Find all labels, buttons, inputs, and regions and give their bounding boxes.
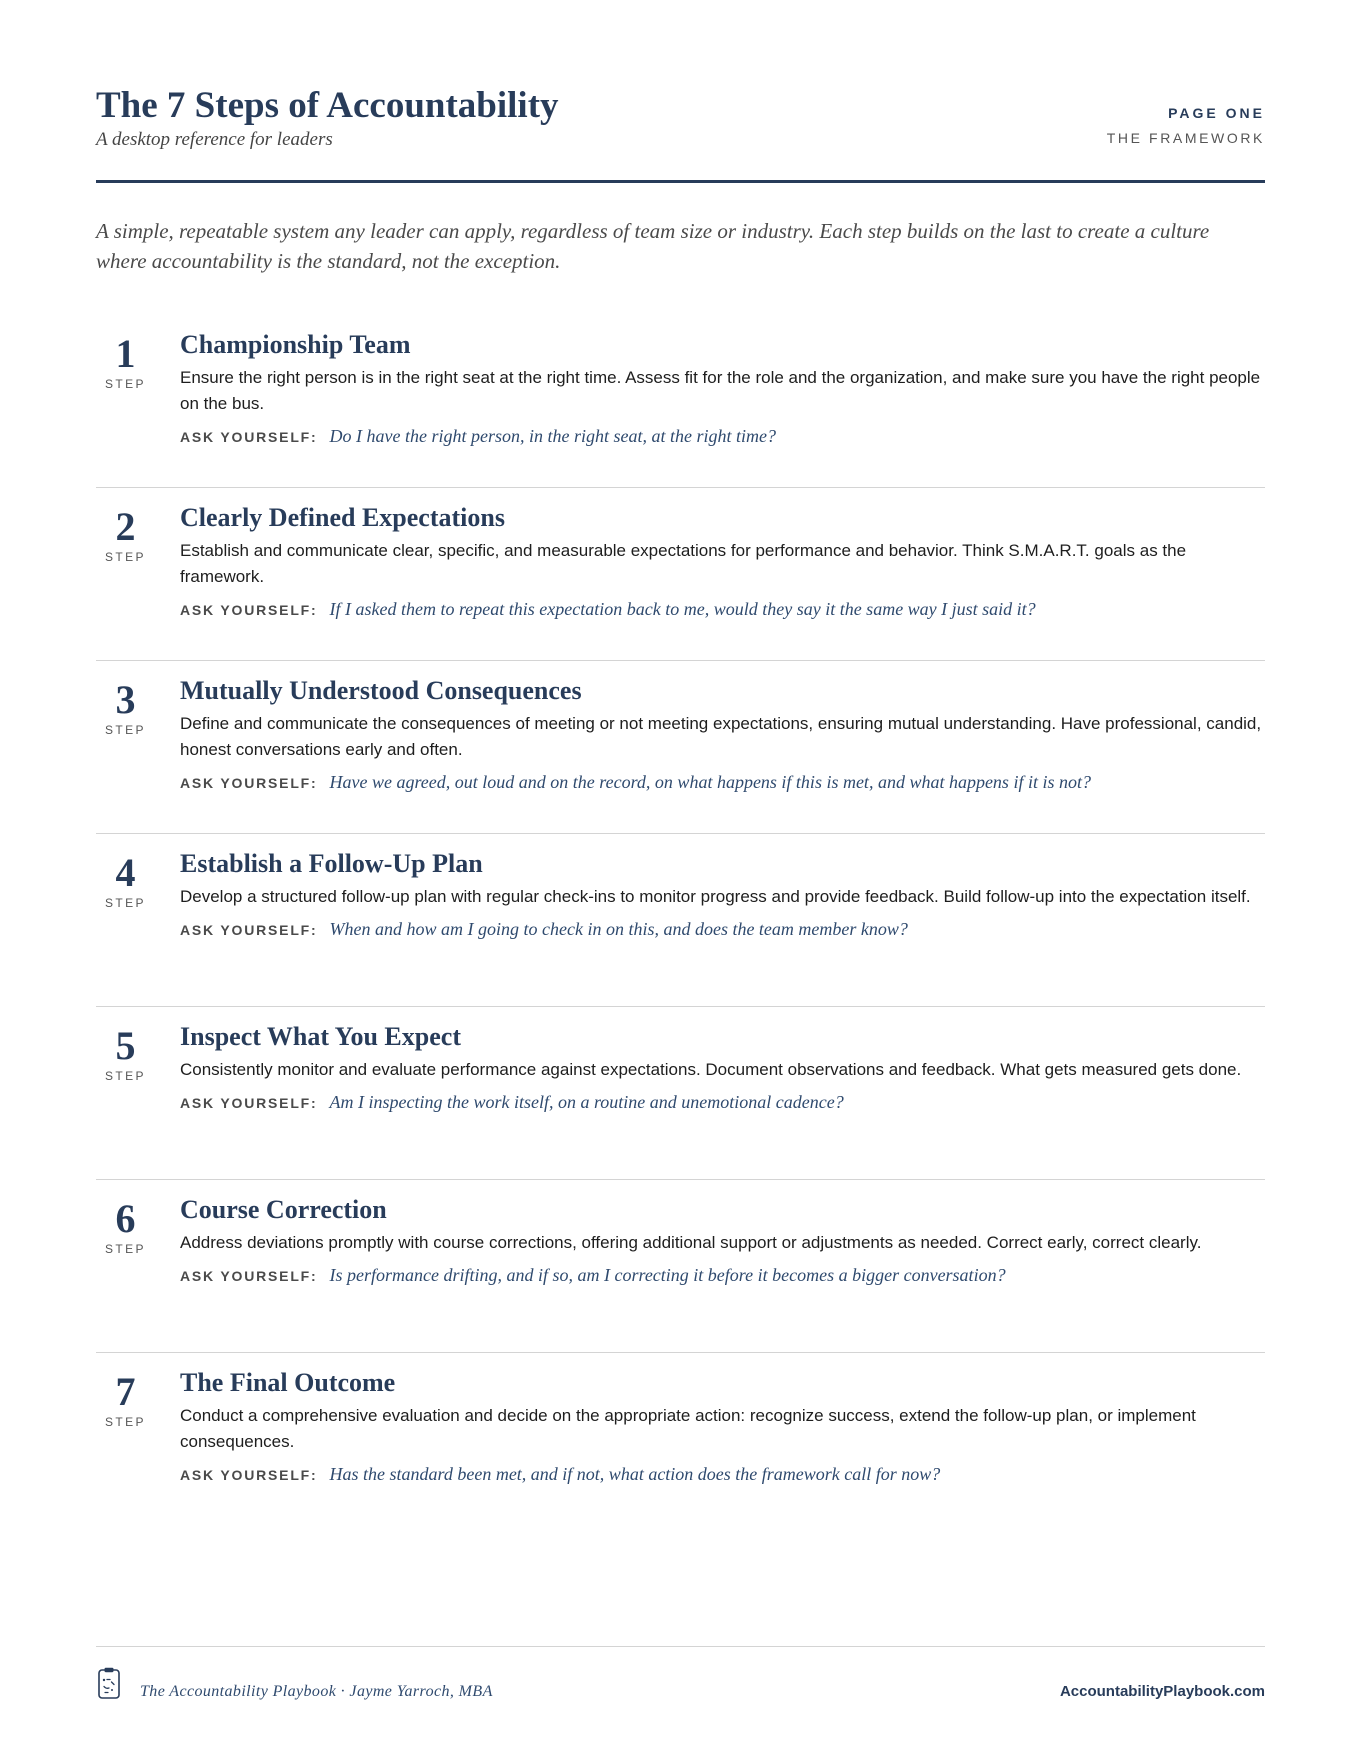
ask-yourself-question: Have we agreed, out loud and on the record, on what happens if this is met, and what happens if it is not? xyxy=(329,772,1091,792)
step-body xyxy=(180,674,1265,793)
step-number: 2 xyxy=(115,504,136,549)
step-title: Mutually Understood Consequences xyxy=(180,676,582,705)
ask-yourself-question: Do I have the right person, in the right seat, at the right time? xyxy=(329,426,776,446)
step-item xyxy=(96,1353,1265,1526)
ask-yourself xyxy=(180,1265,1265,1286)
page-title: The 7 Steps of Accountability xyxy=(96,85,559,126)
step-marker xyxy=(96,1370,155,1429)
step-description: Develop a structured follow-up plan with regular check-ins to monitor progress and provide feedback. Build follow-up into the expectation itself. xyxy=(180,887,1251,906)
step-marker xyxy=(96,1197,155,1256)
ask-yourself-question: When and how am I going to check in on this, and does the team member know? xyxy=(329,919,908,939)
ask-yourself xyxy=(180,919,1265,940)
step-label: STEP xyxy=(105,1069,146,1083)
footer-credit: The Accountability Playbook · Jayme Yarroch, MBA xyxy=(140,1683,493,1700)
step-number: 7 xyxy=(115,1369,136,1414)
ask-yourself-question: Has the standard been met, and if not, what action does the framework call for now? xyxy=(329,1464,941,1484)
ask-yourself xyxy=(180,772,1265,793)
page-label: PAGE ONE xyxy=(1168,105,1265,121)
step-marker xyxy=(96,332,155,391)
step-description: Address deviations promptly with course corrections, offering additional support or adjustments as needed. Correct early, correct clearly. xyxy=(180,1233,1202,1252)
step-marker xyxy=(96,678,155,737)
step-item xyxy=(96,1180,1265,1353)
website-link[interactable]: AccountabilityPlaybook.com xyxy=(1059,1683,1265,1700)
step-label: STEP xyxy=(105,896,146,910)
step-number: 5 xyxy=(115,1023,136,1068)
step-title: Inspect What You Expect xyxy=(180,1022,461,1051)
step-marker xyxy=(96,505,155,564)
ask-yourself-question: Is performance drifting, and if so, am I correcting it before it becomes a bigger conversation? xyxy=(329,1265,1006,1285)
ask-yourself-label: ASK YOURSELF: xyxy=(180,1467,318,1483)
step-description: Consistently monitor and evaluate performance against expectations. Document observations and feedback. What gets measured gets done. xyxy=(180,1060,1242,1079)
steps-list xyxy=(96,315,1265,1526)
step-marker xyxy=(96,851,155,910)
step-label: STEP xyxy=(105,550,146,564)
step-body xyxy=(180,501,1265,620)
step-body xyxy=(180,1020,1265,1113)
step-item xyxy=(96,1007,1265,1180)
step-title: Establish a Follow-Up Plan xyxy=(180,849,483,878)
ask-yourself-question: Am I inspecting the work itself, on a routine and unemotional cadence? xyxy=(329,1092,844,1112)
step-body xyxy=(180,328,1265,447)
step-number: 3 xyxy=(115,677,136,722)
step-item xyxy=(96,315,1265,488)
step-description: Establish and communicate clear, specific, and measurable expectations for performance and behavior. Think S.M.A.R.T. goals as the framework. xyxy=(180,541,1187,586)
step-body xyxy=(180,1193,1265,1286)
step-title: The Final Outcome xyxy=(180,1368,396,1397)
step-description: Conduct a comprehensive evaluation and decide on the appropriate action: recognize success, extend the follow-up plan, or implement consequences. xyxy=(180,1406,1196,1451)
step-label: STEP xyxy=(105,1242,146,1256)
step-item xyxy=(96,834,1265,1007)
ask-yourself-question: If I asked them to repeat this expectation back to me, would they say it the same way I just said it? xyxy=(329,599,1036,619)
step-title: Championship Team xyxy=(180,330,411,359)
ask-yourself-label: ASK YOURSELF: xyxy=(180,602,318,618)
step-item xyxy=(96,488,1265,661)
step-number: 6 xyxy=(115,1196,136,1241)
step-number: 4 xyxy=(115,850,136,895)
step-item xyxy=(96,661,1265,834)
page-header xyxy=(96,84,1265,183)
ask-yourself-label: ASK YOURSELF: xyxy=(180,429,318,445)
ask-yourself-label: ASK YOURSELF: xyxy=(180,775,318,791)
page-subtitle: A desktop reference for leaders xyxy=(96,129,333,150)
clipboard-icon xyxy=(98,1667,120,1699)
step-label: STEP xyxy=(105,377,146,391)
step-title: Course Correction xyxy=(180,1195,387,1224)
step-body xyxy=(180,1366,1265,1485)
ask-yourself xyxy=(180,426,1265,447)
step-description: Define and communicate the consequences of meeting or not meeting expectations, ensuring mutual understanding. Have professional, candid, honest conversations early and often. xyxy=(180,714,1262,759)
step-label: STEP xyxy=(105,1415,146,1429)
step-body xyxy=(180,847,1265,940)
ask-yourself-label: ASK YOURSELF: xyxy=(180,1268,318,1284)
intro-paragraph: A simple, repeatable system any leader can apply, regardless of team size or industry. Each step builds on the last to create a culture where accountability is the standard, not the exception. xyxy=(96,219,1210,273)
page-footer xyxy=(96,1646,1265,1707)
step-description: Ensure the right person is in the right seat at the right time. Assess fit for the role and the organization, and make sure you have the right people on the bus. xyxy=(180,368,1261,413)
ask-yourself xyxy=(180,1464,1265,1485)
step-marker xyxy=(96,1024,155,1083)
ask-yourself xyxy=(180,599,1265,620)
ask-yourself xyxy=(180,1092,1265,1113)
step-number: 1 xyxy=(115,331,136,376)
ask-yourself-label: ASK YOURSELF: xyxy=(180,1095,318,1111)
section-label: THE FRAMEWORK xyxy=(1106,130,1265,146)
step-title: Clearly Defined Expectations xyxy=(180,503,505,532)
page xyxy=(96,0,1265,1760)
step-label: STEP xyxy=(105,723,146,737)
ask-yourself-label: ASK YOURSELF: xyxy=(180,922,318,938)
